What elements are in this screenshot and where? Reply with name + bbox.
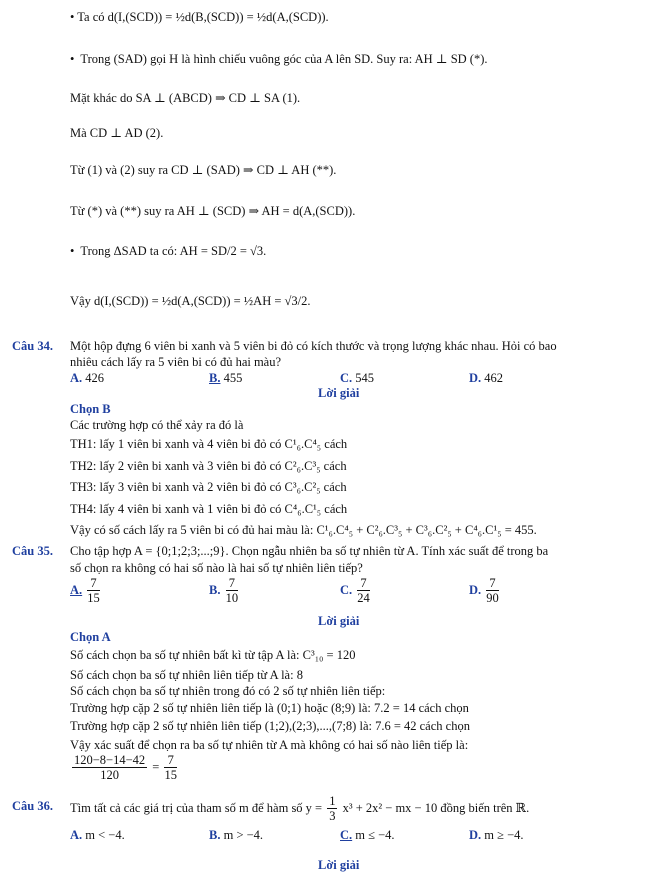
- line-6: Từ (*) và (**) suy ra AH ⊥ (SCD) ⇒ AH = d(A,(SCD)).: [70, 204, 356, 218]
- option-label-b: B.: [209, 371, 221, 385]
- option-value-a: 426: [85, 371, 105, 385]
- q34-option-b[interactable]: [209, 371, 242, 386]
- question-36-text: [70, 794, 529, 824]
- question-35-text-2: số chọn ra không có hai số nào là hai số tự nhiên liên tiếp?: [70, 561, 363, 575]
- q35-chosen-answer: Chọn A: [70, 630, 111, 644]
- option-c-denominator: 24: [357, 591, 370, 606]
- option-label-b: B.: [209, 828, 221, 842]
- q36-option-d[interactable]: [469, 828, 524, 843]
- question-36-fraction-numerator: 1: [329, 794, 336, 808]
- q34-solution-3: TH2: lấy 2 viên bi xanh và 3 viên bi đỏ có C²₆.C³₅ cách: [70, 459, 347, 473]
- q35-option-b[interactable]: [209, 576, 240, 606]
- option-value-d: 462: [484, 371, 504, 385]
- final-fraction-right-numerator: 7: [164, 753, 177, 768]
- line-1: • Ta có d(I,(SCD)) = ½d(B,(SCD)) = ½d(A,(SCD)).: [70, 10, 329, 24]
- question-36-text-post: x³ + 2x² − mx − 10 đồng biến trên ℝ.: [342, 800, 530, 815]
- q35-solution-heading: Lời giải: [318, 614, 360, 628]
- option-value-c: 545: [355, 371, 375, 385]
- option-c-numerator: 7: [357, 576, 370, 591]
- q36-option-a[interactable]: [70, 828, 125, 843]
- final-fraction-left-numerator: 120−8−14−42: [74, 753, 146, 767]
- q35-option-d[interactable]: [469, 576, 501, 606]
- q35-option-c[interactable]: [340, 576, 372, 606]
- q34-solution-2: TH1: lấy 1 viên bi xanh và 4 viên bi đỏ có C¹₆.C⁴₅ cách: [70, 437, 348, 451]
- option-label-d: D.: [469, 371, 482, 385]
- q34-option-d[interactable]: [469, 371, 503, 386]
- option-b-denominator: 10: [225, 591, 239, 606]
- line-8: Vậy d(I,(SCD)) = ½d(A,(SCD)) = ½AH = √3/2.: [70, 294, 311, 308]
- option-value-d: m ≥ −4.: [484, 828, 524, 842]
- q34-solution-5: TH4: lấy 4 viên bi xanh và 1 viên bi đỏ có C⁴₆.C¹₅ cách: [70, 502, 348, 516]
- option-a-fraction: [87, 576, 100, 606]
- q35-solution-4: Trường hợp cặp 2 số tự nhiên liên tiếp là (0;1) hoặc (8;9) là: 7.2 = 14 cách chọn: [70, 701, 469, 715]
- q34-chosen-answer: Chọn B: [70, 402, 111, 416]
- option-label-a: A.: [70, 582, 83, 597]
- q35-solution-3: Số cách chọn ba số tự nhiên trong đó có 2 số tự nhiên liên tiếp:: [70, 684, 386, 698]
- question-35-text-1: Cho tập hợp A = {0;1;2;3;...;9}. Chọn ngẫu nhiên ba số tự nhiên từ A. Tính xác suất để trong ba: [70, 544, 549, 558]
- line-4: Mà CD ⊥ AD (2).: [70, 126, 164, 140]
- option-label-d: D.: [469, 828, 482, 842]
- question-34-text-2: nhiêu cách lấy ra 5 viên bi có đủ hai màu?: [70, 355, 282, 369]
- question-36-fraction-denominator: 3: [329, 809, 336, 824]
- question-36-fraction: [327, 794, 337, 824]
- q35-solution-6: Vậy xác suất để chọn ra ba số tự nhiên từ A mà không có hai số nào liên tiếp là:: [70, 738, 469, 752]
- q35-final-fraction: [70, 753, 179, 783]
- option-value-a: m < −4.: [85, 828, 125, 842]
- option-label-b: B.: [209, 582, 221, 597]
- option-label-c: C.: [340, 828, 353, 842]
- q34-solution-heading: Lời giải: [318, 386, 360, 400]
- line-7: • Trong ΔSAD ta có: AH = SD/2 = √3.: [70, 244, 266, 259]
- option-value-b: m > −4.: [223, 828, 264, 842]
- option-label-c: C.: [340, 371, 353, 385]
- q34-solution-6: Vậy có số cách lấy ra 5 viên bi có đủ hai màu là: C¹₆.C⁴₅ + C²₆.C³₅ + C³₆.C²₅ + C⁴₆.C¹₅ = 455.: [70, 523, 537, 537]
- q35-solution-2: Số cách chọn ba số tự nhiên liên tiếp từ A là: 8: [70, 668, 303, 682]
- line-3: Mặt khác do SA ⊥ (ABCD) ⇒ CD ⊥ SA (1).: [70, 91, 301, 105]
- option-label-a: A.: [70, 371, 83, 385]
- option-label-a: A.: [70, 828, 83, 842]
- question-36-text-pre: Tìm tất cả các giá trị của tham số m để hàm số y =: [70, 800, 323, 815]
- q36-solution-heading: Lời giải: [318, 858, 360, 872]
- final-fraction-left-denominator: 120: [100, 768, 119, 783]
- q36-option-b[interactable]: [209, 828, 263, 843]
- option-b-fraction: [226, 576, 239, 606]
- q35-solution-5: Trường hợp cặp 2 số tự nhiên liên tiếp (1;2),(2;3),...,(7;8) là: 7.6 = 42 cách chọn: [70, 719, 470, 733]
- option-c-fraction: [357, 576, 370, 606]
- final-fraction-left: [72, 753, 147, 783]
- option-d-fraction: [486, 576, 499, 606]
- option-a-numerator: 7: [87, 576, 100, 591]
- q34-option-a[interactable]: [70, 371, 104, 386]
- line-2: • Trong (SAD) gọi H là hình chiếu vuông góc của A lên SD. Suy ra: AH ⊥ SD (*).: [70, 51, 488, 67]
- q34-option-c[interactable]: [340, 371, 374, 386]
- final-fraction-right: [164, 753, 177, 783]
- q35-option-a[interactable]: [70, 576, 102, 606]
- question-34-text-1: Một hộp đựng 6 viên bi xanh và 5 viên bi đỏ có kích thước và trọng lượng khác nhau. Hỏi có bao: [70, 339, 557, 353]
- option-value-c: m ≤ −4.: [355, 828, 395, 842]
- option-value-b: 455: [223, 371, 243, 385]
- final-fraction-right-denominator: 15: [164, 768, 177, 783]
- option-label-c: C.: [340, 582, 353, 597]
- question-34-label: Câu 34.: [12, 339, 53, 353]
- option-label-d: D.: [469, 582, 482, 597]
- q34-solution-4: TH3: lấy 3 viên bi xanh và 2 viên bi đỏ có C³₆.C²₅ cách: [70, 480, 347, 494]
- q35-solution-1: Số cách chọn ba số tự nhiên bất kì từ tập A là: C³₁₀ = 120: [70, 648, 356, 662]
- question-36-label: Câu 36.: [12, 799, 53, 813]
- option-b-numerator: 7: [226, 576, 239, 591]
- q34-solution-1: Các trường hợp có thể xảy ra đó là: [70, 418, 244, 432]
- option-d-denominator: 90: [486, 591, 499, 606]
- option-a-denominator: 15: [87, 591, 100, 606]
- q36-option-c[interactable]: [340, 828, 395, 843]
- line-5: Từ (1) và (2) suy ra CD ⊥ (SAD) ⇒ CD ⊥ AH (**).: [70, 163, 337, 177]
- final-equals: =: [152, 759, 160, 774]
- option-d-numerator: 7: [486, 576, 499, 591]
- question-35-label: Câu 35.: [12, 544, 53, 558]
